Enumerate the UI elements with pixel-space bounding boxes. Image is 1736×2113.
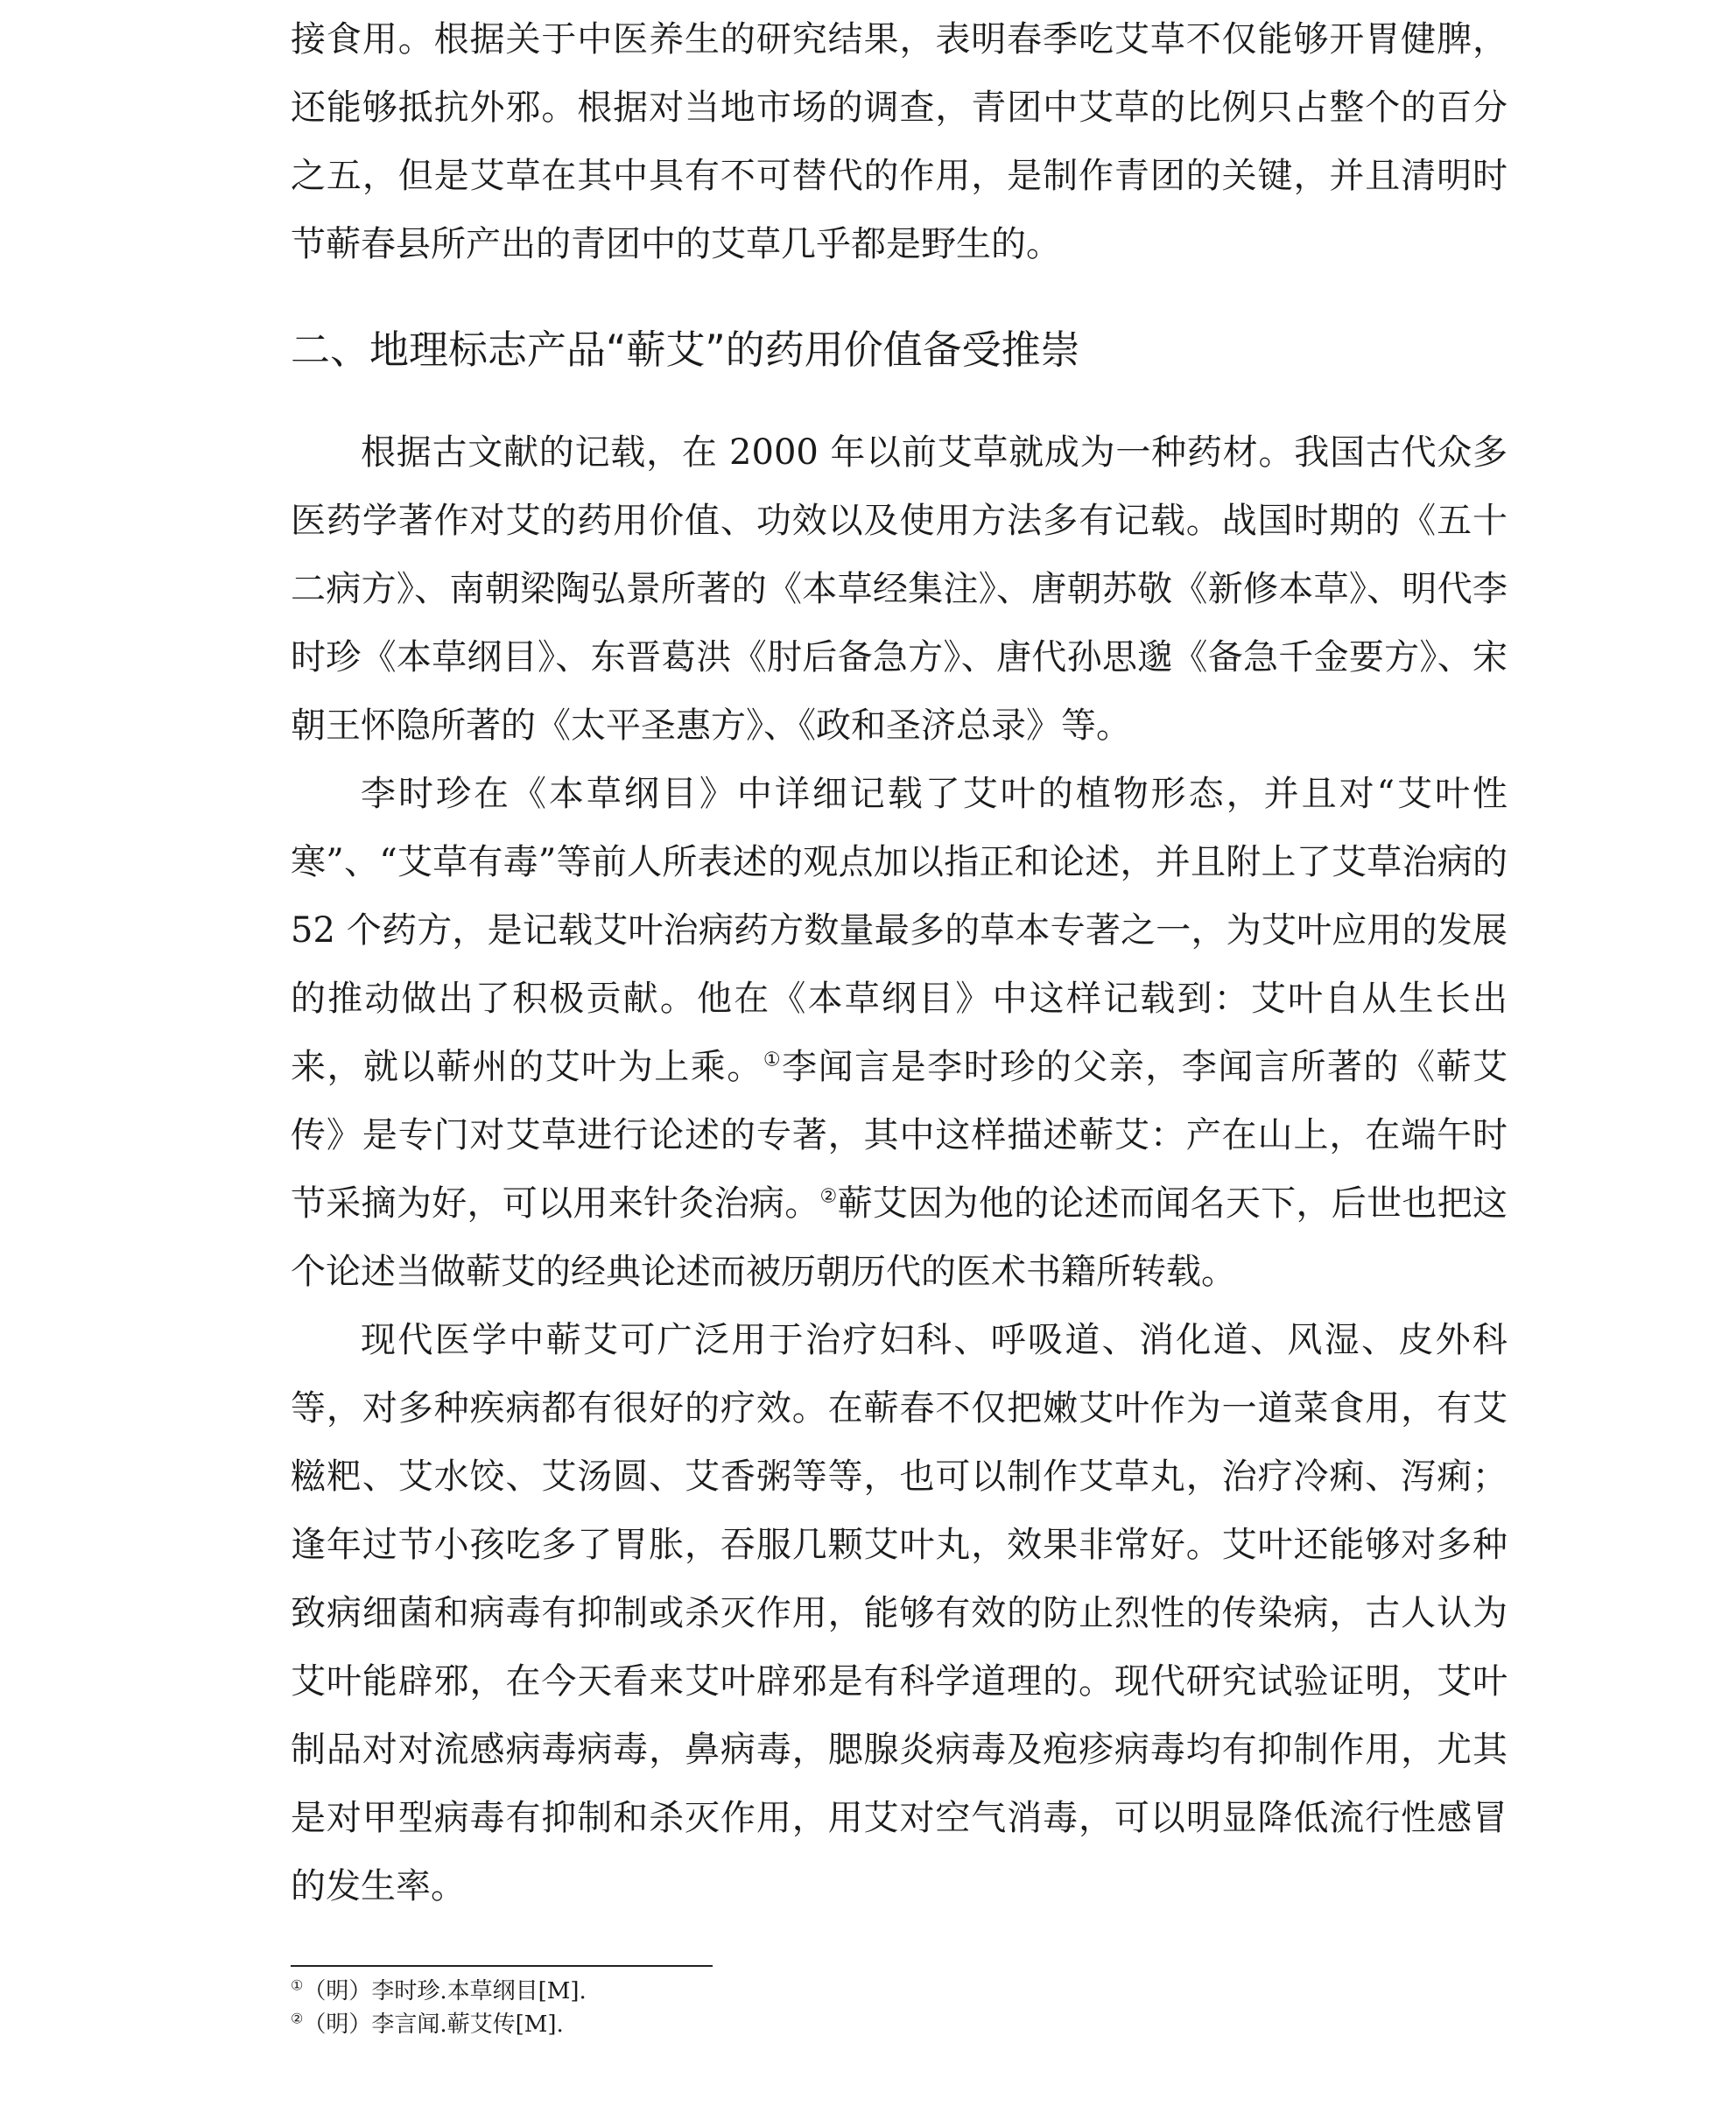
footnote-ref-2[interactable]: ② xyxy=(819,1185,838,1208)
footnote-1 xyxy=(291,1975,1079,2008)
section-heading: 二、地理标志产品“蕲艾”的药用价值备受推崇 xyxy=(291,326,1080,373)
footnote-2-text: （明）李言闻.蕲艾传[M]. xyxy=(303,2011,564,2038)
footnote-1-marker: ① xyxy=(291,1976,304,1994)
paragraph-li-shizhen-part2: 李闻言是李时珍的父亲，李闻言所著的《蕲艾传》是专门对艾草进行论述的专著，其中这样描述蕲艾：产在山上，在端午时节采摘为好，可以用来针灸治病。 xyxy=(291,1047,1508,1224)
main-text-column xyxy=(291,0,1508,1920)
paragraph-ancient-records: 根据古文献的记载，在 2000 年以前艾草就成为一种药材。我国古代众多医药学著作对艾的药用价值、功效以及使用方法多有记载。战国时期的《五十二病方》、南朝梁陶弘景所著的《本草经集注》、唐朝苏敬《新修本草》、明代李时珍《本草纲目》、东晋葛洪《肘后备急方》、唐代孙思邈《备急千金要方》、宋朝王怀隐所著的《太平圣惠方》、《政和圣济总录》等。 xyxy=(291,432,1508,746)
footnotes xyxy=(291,1975,1079,2041)
footnote-2 xyxy=(291,2008,1079,2041)
intro-paragraph: 接食用。根据关于中医养生的研究结果，表明春季吃艾草不仅能够开胃健脾，还能够抵抗外邪。根据对当地市场的调查，青团中艾草的比例只占整个的百分之五，但是艾草在其中具有不可替代的作用，是制作青团的关键，并且清明时节蕲春县所产出的青团中的艾草几乎都是野生的。 xyxy=(291,19,1508,264)
footnote-divider xyxy=(291,1965,713,1967)
paragraph-modern-medicine: 现代医学中蕲艾可广泛用于治疗妇科、呼吸道、消化道、风湿、皮外科等，对多种疾病都有很好的疗效。在蕲春不仅把嫩艾叶作为一道菜食用，有艾糍粑、艾水饺、艾汤圆、艾香粥等等，也可以制作艾草丸，治疗冷痢、泻痢；逢年过节小孩吃多了胃胀，吞服几颗艾叶丸，效果非常好。艾叶还能够对多种致病细菌和病毒有抑制或杀灭作用，能够有效的防止烈性的传染病，古人认为艾叶能辟邪，在今天看来艾叶辟邪是有科学道理的。现代研究试验证明，艾叶制品对对流感病毒病毒，鼻病毒，腮腺炎病毒及疱疹病毒均有抑制作用，尤其是对甲型病毒有抑制和杀灭作用，用艾对空气消毒，可以明显降低流行性感冒的发生率。 xyxy=(291,1320,1508,1906)
footnote-1-text: （明）李时珍.本草纲目[M]. xyxy=(303,1978,587,2004)
footnote-ref-1[interactable]: ① xyxy=(763,1049,783,1071)
footnote-2-marker: ② xyxy=(291,2010,304,2027)
paragraph-li-shizhen-part1: 李时珍在《本草纲目》中详细记载了艾叶的植物形态，并且对“艾叶性寒”、“艾草有毒”等前人所表述的观点加以指正和论述，并且附上了艾草治病的 52 个药方，是记载艾叶治病药方数量最多的草本专著之一，为艾叶应用的发展的推动做出了积极贡献。他在《本草纲目》中这样记载到：艾叶自从生长出来，就以蕲州的艾叶为上乘。 xyxy=(291,774,1508,1087)
paragraph-li-shizhen-part3: 蕲艾因为他的论述而闻名天下，后世也把这个论述当做蕲艾的经典论述而被历朝历代的医术书籍所转载。 xyxy=(291,1183,1508,1292)
paragraph-li-shizhen xyxy=(291,760,1508,1306)
